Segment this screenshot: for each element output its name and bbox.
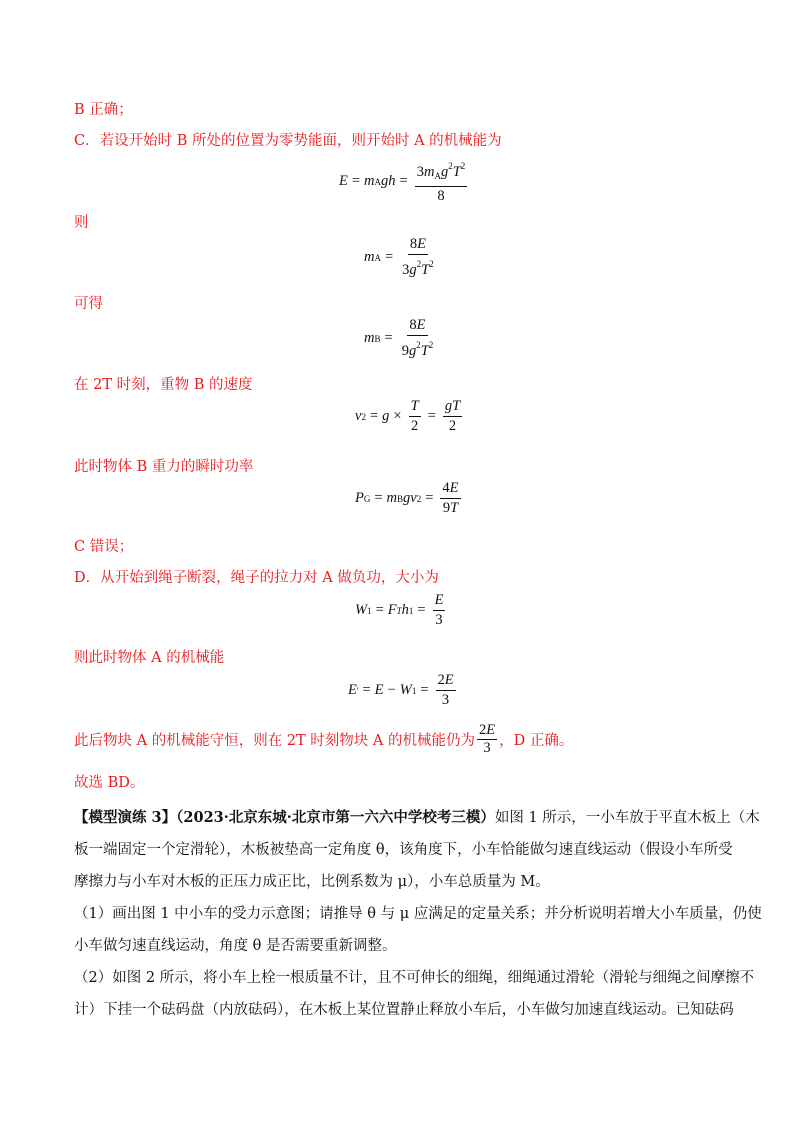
equation-power: P G = m B gv 2 = $\frac{4E}{9T}$	[355, 480, 459, 516]
text-conclusion-d	[74, 722, 573, 757]
inline-fraction: $\frac{2E}{3}$	[479, 722, 496, 756]
text-c-statement: C．若设开始时 B 所处的位置为零势能面，则开始时 A 的机械能为	[74, 133, 502, 149]
problem-line-2: 板一端固定一个定滑轮），木板被垫高一定角度 θ，该角度下，小车恰能做匀速直线运动（假设小车所受	[74, 842, 733, 858]
equation-mass-b: m B = $\frac{8E}{9g^2T^2}$	[364, 317, 434, 359]
text-obtain: 可得	[74, 296, 103, 312]
problem-line-5: 小车做匀速直线运动，角度 θ 是否需要重新调整。	[74, 938, 397, 954]
problem-line-4: （1）画出图 1 中小车的受力示意图；请推导 θ 与 μ 应满足的定量关系；并分析说明若增大小车质量，仍使	[74, 906, 762, 922]
problem-line-1-rest: 如图 1 所示，一小车放于平直木板上（木	[494, 810, 760, 826]
text-conclusion-d-part2: ，D 正确。	[499, 733, 574, 749]
problem-heading: 【模型演练 3】（2023·北京东城·北京市第一六六中学校考三模）	[74, 809, 495, 826]
text-then: 则	[74, 215, 89, 231]
problem-line-3: 摩擦力与小车对木板的正压力成正比，比例系数为 μ），小车总质量为 M。	[74, 874, 550, 890]
problem-line-7: 计）下挂一个砝码盘（内放砝码），在木板上某位置静止释放小车后，小车做匀加速直线运动。已知砝码	[74, 1002, 734, 1018]
text-c-wrong: C 错误；	[74, 539, 134, 555]
problem-line-6: （2）如图 2 所示，将小车上栓一根质量不计，且不可伸长的细绳，细绳通过滑轮（滑轮与细绳之间摩擦不	[74, 970, 755, 986]
text-conclusion-d-part1: 此后物块 A 的机械能守恒，则在 2T 时刻物块 A 的机械能仍为	[74, 733, 475, 749]
equation-work: W 1 = F T h 1 = $\frac{E}{3}$	[355, 592, 444, 628]
text-power-b: 此时物体 B 重力的瞬时功率	[74, 459, 254, 475]
equation-energy-after: E ' = E − W 1 = $\frac{2E}{3}$	[348, 672, 454, 708]
equation-mass-a: m A = $\frac{8E}{3g^2T^2}$	[364, 236, 434, 278]
text-velocity-b: 在 2T 时刻，重物 B 的速度	[74, 377, 253, 393]
equation-velocity: v 2 = g × $\frac{T}{2}$ = $\frac{gT}{2}$	[355, 398, 461, 434]
text-b-correct: B 正确；	[74, 102, 133, 118]
text-d-statement: D．从开始到绳子断裂，绳子的拉力对 A 做负功，大小为	[74, 570, 439, 586]
problem-line-1	[74, 806, 760, 827]
text-answer: 故选 BD。	[74, 775, 145, 791]
text-mech-energy-a: 则此时物体 A 的机械能	[74, 650, 225, 666]
equation-energy-a: E = m A gh = $\frac{3m_Ag^2T^2}{8}$	[339, 158, 470, 205]
